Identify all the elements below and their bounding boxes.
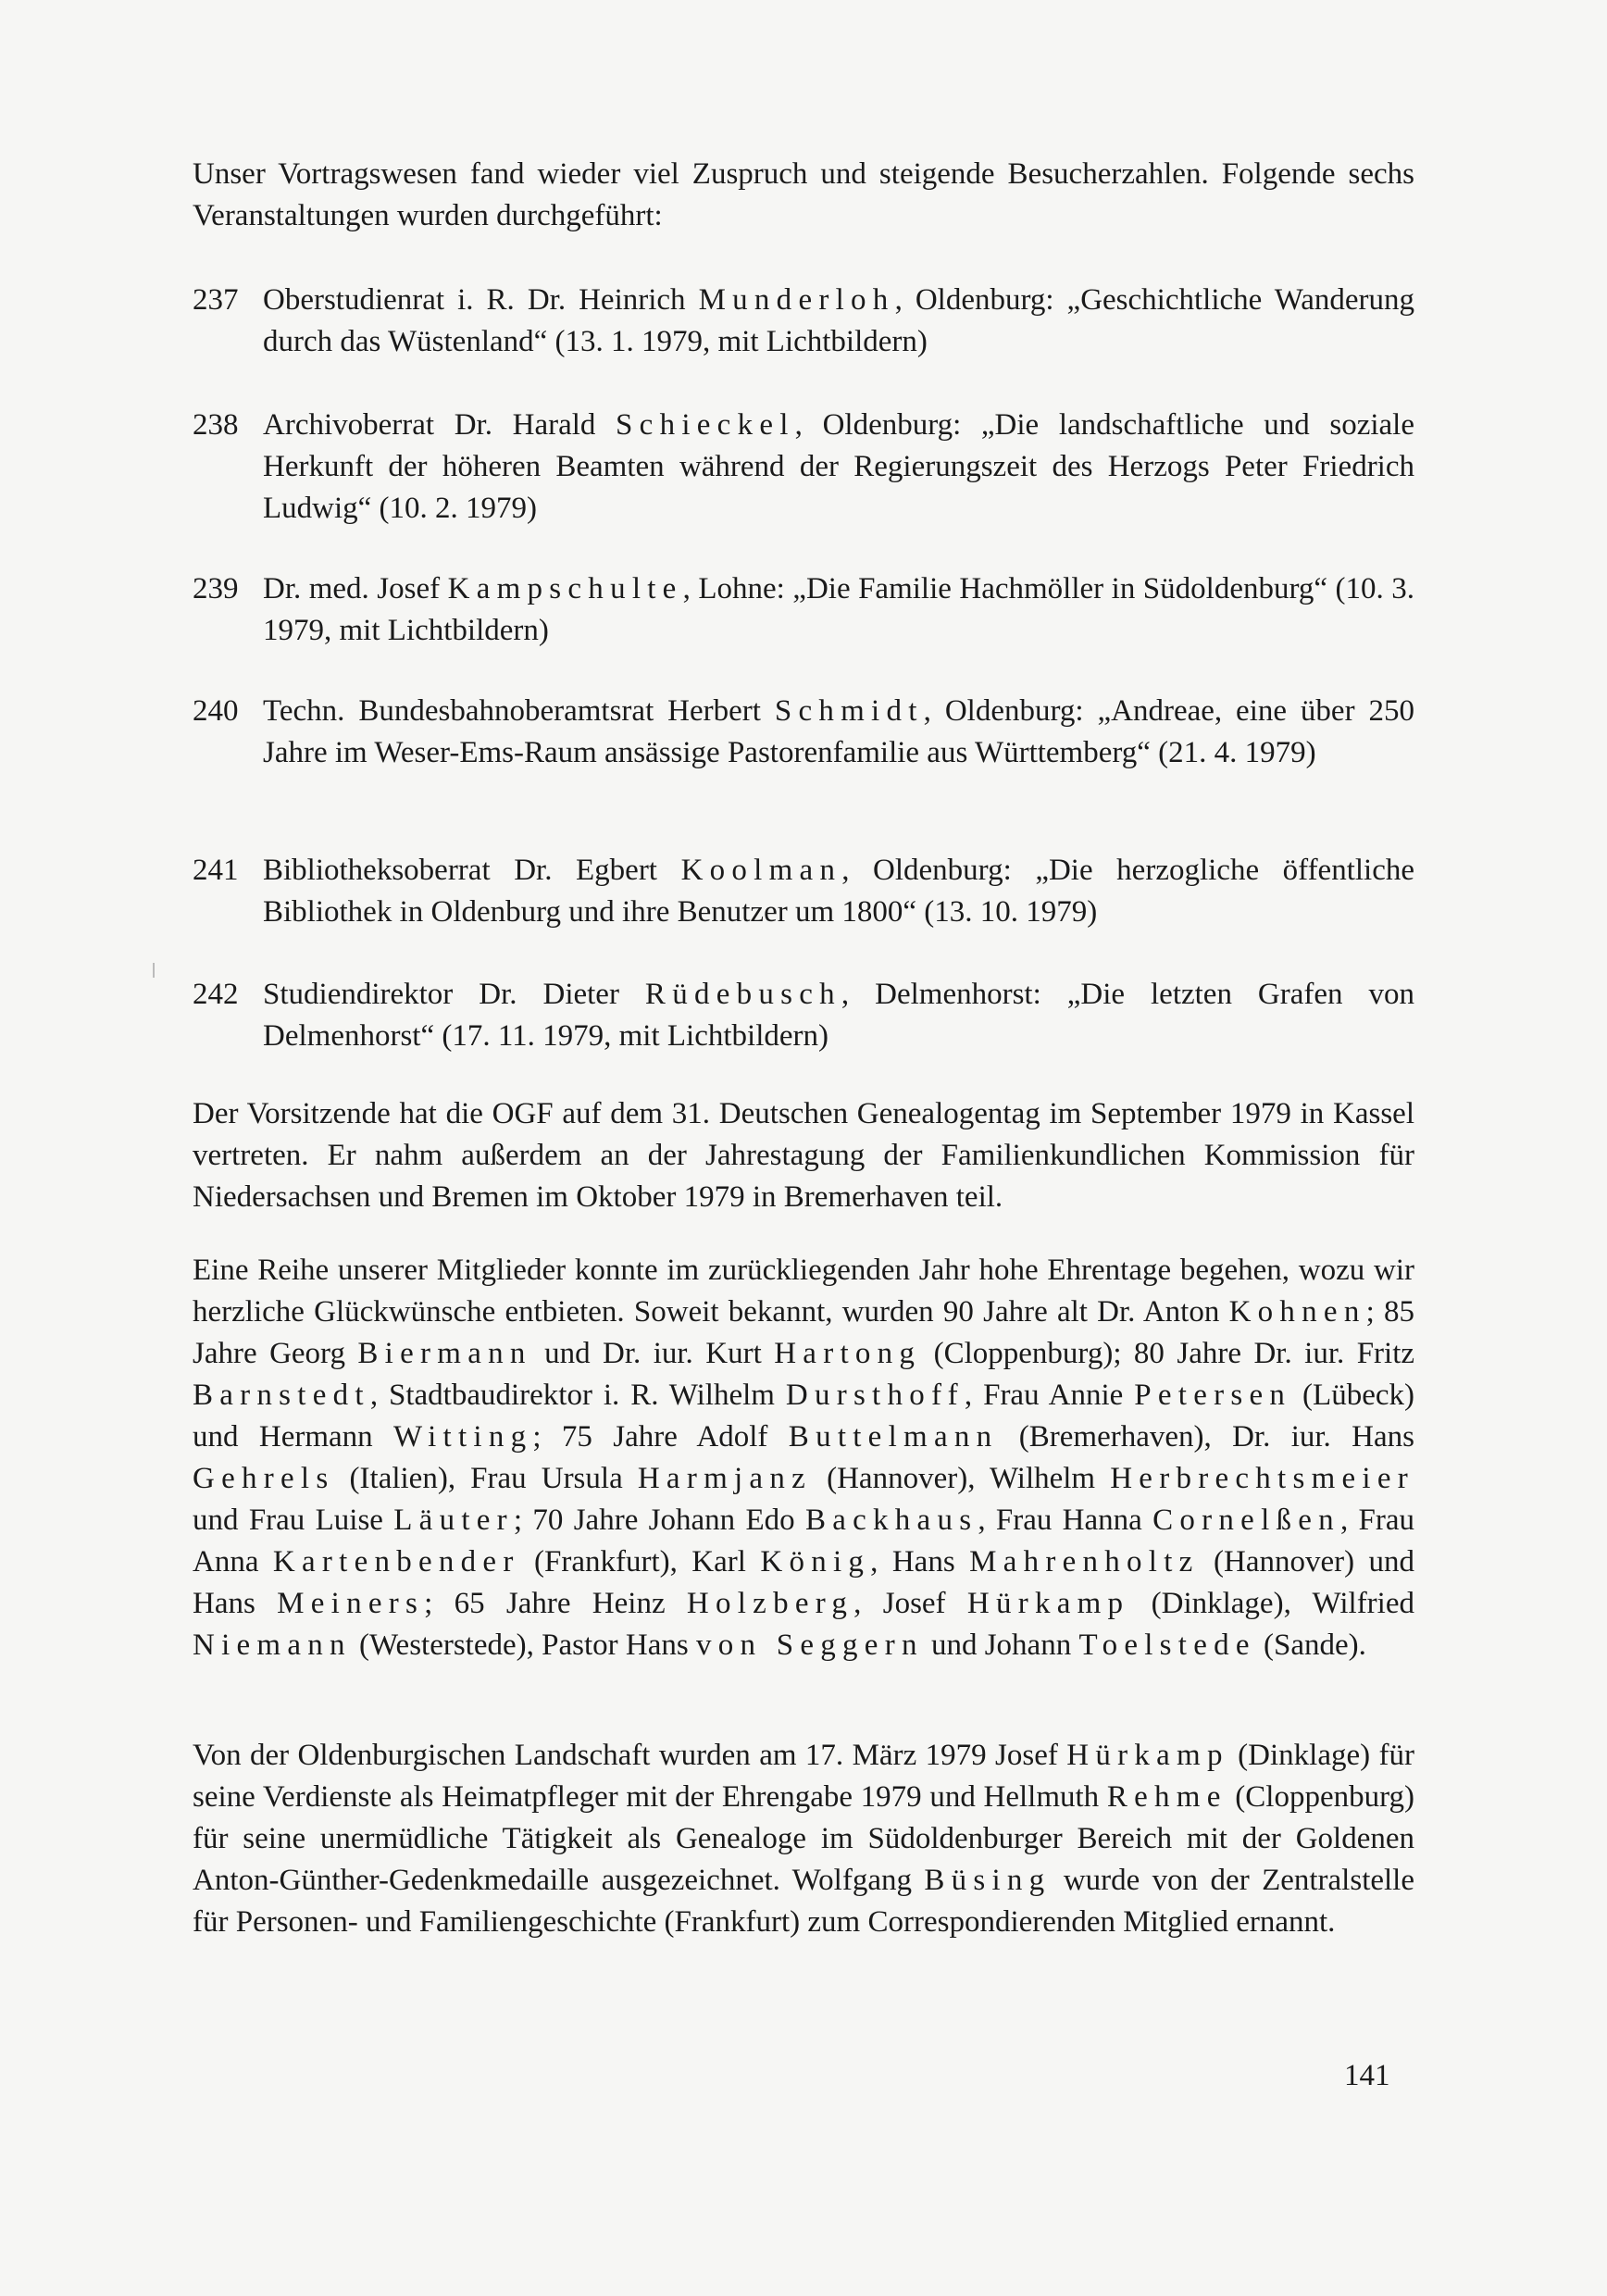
text-run: (Italien), Frau Ursula [334,1462,638,1495]
member-name: Läuter [393,1504,514,1537]
member-name: Meiners [277,1587,425,1620]
lecture-entry-242 [193,974,1414,1057]
text-run: , Josef [853,1587,967,1620]
member-name: Niemann [193,1628,352,1662]
text-run: (Dinklage) für seine Verdienste als Heimatpfleger mit der Ehrengabe 1979 und Hellmuth [193,1739,1414,1814]
page-number: 141 [1344,2059,1390,2092]
member-name: Backhaus [804,1504,978,1537]
lecture-number: 242 [193,978,239,1011]
member-name: Petersen [1134,1379,1292,1412]
text-run: (Dinklage), Wilfried [1129,1587,1414,1620]
member-name: Herbrechtsmeier [1110,1462,1414,1495]
member-name: Biermann [357,1337,532,1370]
member-name: Buttelmann [788,1420,999,1454]
member-name: König [760,1545,871,1578]
lecture-text: Bibliotheksoberrat Dr. Egbert Koolman, Oldenburg: „Die herzogliche öffentliche Bibliothek in Oldenburg und ihre Benutzer um 1800“ (13. 10. 1979) [263,854,1415,929]
text-run: Eine Reihe unserer Mitglieder konnte im zurückliegenden Jahr hohe Ehrentage begehen, wozu wir herzliche Glückwünsche entbieten. Soweit bekannt, wurden 90 Jahre alt Dr. Anton [193,1254,1414,1329]
text-run: , Frau Anna [193,1504,1414,1578]
text-run: und Frau Luise [193,1504,394,1537]
birthdays-paragraph [193,1250,1414,1666]
member-name: Kohnen [1228,1295,1366,1329]
speaker-name: Munderloh [698,283,895,317]
lecture-entry-240 [193,691,1414,774]
scan-mark [153,963,155,978]
text-run: (Bremerhaven), Dr. iur. Hans [998,1420,1414,1454]
lecture-number: 241 [193,854,239,887]
lecture-text: Studiendirektor Dr. Dieter Rüdebusch, Delmenhorst: „Die letzten Grafen von Delmenhorst“ (17. 11. 1979, mit Lichtbildern) [263,978,1414,1053]
member-name: von Seggern [695,1628,924,1662]
member-name: Rehme [1106,1780,1227,1814]
text-run: (Frankfurt), Karl [519,1545,761,1578]
text-run: (Cloppenburg); 80 Jahre Dr. iur. Fritz [921,1337,1415,1370]
member-name: Büsing [924,1864,1052,1897]
text-run: , Frau Hanna [978,1504,1153,1537]
member-name: Hürkamp [966,1587,1130,1620]
member-name: Toelstede [1078,1628,1256,1662]
lecture-text: Dr. med. Josef Kampschulte, Lohne: „Die Familie Hachmöller in Südoldenburg“ (10. 3. 1979, mit Lichtbildern) [263,572,1414,647]
member-name: Cornelßen [1152,1504,1340,1537]
text-run: ; 65 Jahre Heinz [424,1587,687,1620]
lecture-text: Oberstudienrat i. R. Dr. Heinrich Munderloh, Oldenburg: „Geschichtliche Wanderung durch das Wüstenland“ (13. 1. 1979, mit Lichtbildern) [263,283,1414,358]
member-name: Holzberg [686,1587,854,1620]
member-name: Kartenbender [272,1545,520,1578]
lecture-number: 237 [193,283,239,317]
text-run: (Hannover) und Hans [193,1545,1415,1620]
lecture-number: 239 [193,572,239,605]
speaker-name: Schmidt [774,694,924,728]
text-run: , Hans [870,1545,970,1578]
member-name: Mahrenholtz [969,1545,1200,1578]
lecture-entry-239 [193,568,1414,652]
lecture-entry-238 [193,405,1414,530]
member-name: Witting [393,1420,533,1454]
text-run: , Frau Annie [964,1379,1135,1412]
text-run: (Sande). [1255,1628,1366,1662]
awards-paragraph [193,1735,1414,1943]
intro-paragraph: Unser Vortragswesen fand wieder viel Zuspruch und steigende Besucherzahlen. Folgende sechs Veranstaltungen wurden durchgeführt: [193,157,1414,232]
speaker-name: Kampschulte [447,572,683,605]
text-run: (Hannover), Wilhelm [812,1462,1111,1495]
lecture-entry-237 [193,280,1414,363]
text-run: und Dr. iur. Kurt [531,1337,775,1370]
member-name: Dursthoff [785,1379,965,1412]
member-name: Barnstedt [193,1379,370,1412]
text-run: (Westerstede), Pastor Hans [351,1628,696,1662]
text-run: wurde von der Zentralstelle für Personen- und Familiengeschichte (Frankfurt) zum Correspondierenden Mitglied ernannt. [193,1864,1414,1939]
lecture-number: 240 [193,694,239,728]
lecture-entry-241 [193,850,1414,933]
lecture-text: Techn. Bundesbahnoberamtsrat Herbert Schmidt, Oldenburg: „Andreae, eine über 250 Jahre im Weser-Ems-Raum ansässige Pastorenfamilie aus Württemberg“ (21. 4. 1979) [263,694,1414,769]
lecture-text: Archivoberrat Dr. Harald Schieckel, Oldenburg: „Die landschaftliche und soziale Herkunft der höheren Beamten während der Regierungszeit des Herzogs Peter Friedrich Ludwig“ (10. 2. 1979) [263,408,1414,525]
member-name: Hürkamp [1066,1739,1229,1772]
member-name: Harmjanz [637,1462,813,1495]
text-run: Von der Oldenburgischen Landschaft wurden am 17. März 1979 Josef [193,1739,1067,1772]
text-run: ; 70 Jahre Johann Edo [513,1504,805,1537]
text-run: (Cloppenburg) für seine unermüdliche Tätigkeit als Genealoge im Südoldenburger Bereich mit der Goldenen Anton-Günther-Gedenkmedaille ausgezeichnet. Wolfgang [193,1780,1414,1897]
text-run: , Stadtbaudirektor i. R. Wilhelm [369,1379,786,1412]
speaker-name: Rüdebusch [644,978,841,1011]
text-run: (Lübeck) und Hermann [193,1379,1414,1454]
representation-paragraph: Der Vorsitzende hat die OGF auf dem 31. Deutschen Genealogentag im September 1979 in Kassel vertreten. Er nahm außerdem an der Jahrestagung der Familienkundlichen Kommission für Niedersachsen und Bremen im Oktober 1979 in Bremerhaven teil. [193,1097,1414,1214]
member-name: Gehrels [193,1462,335,1495]
speaker-name: Koolman [680,854,842,887]
text-run: und Johann [923,1628,1079,1662]
text-run: ; 85 Jahre Georg [193,1295,1414,1370]
speaker-name: Schieckel [616,408,795,442]
text-run: ; 75 Jahre Adolf [532,1420,789,1454]
member-name: Hartong [774,1337,922,1370]
lecture-number: 238 [193,408,239,442]
